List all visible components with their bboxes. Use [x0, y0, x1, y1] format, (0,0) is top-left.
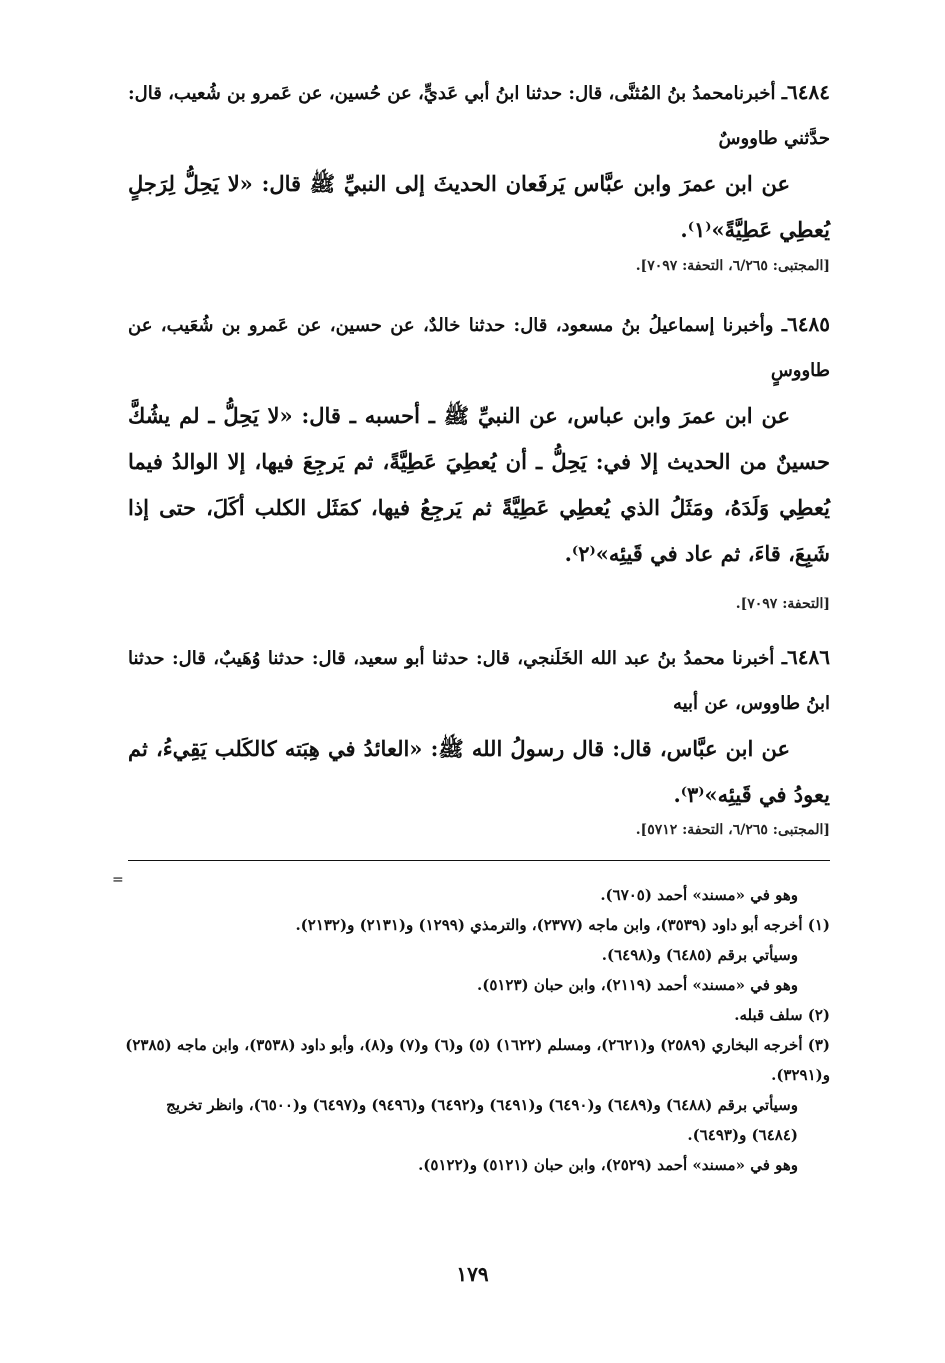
hadith-isnad — [128, 302, 830, 393]
continuation-mark: = — [112, 872, 124, 888]
footnote-line: وسيأتي برقم (٦٤٨٥) و(٦٤٩٨). — [601, 946, 798, 964]
hadith-reference: [التحفة: ٧٠٩٧]. — [735, 596, 830, 612]
footnotes — [118, 880, 830, 1180]
hadith-number: ٦٤٨٥ — [787, 312, 830, 336]
footnote-line: وهو في «مسند» أحمد (٢١١٩)، وابن حبان (٥١٢٣). — [476, 976, 798, 994]
hadith-6486 — [128, 635, 830, 818]
footnote-line: (١) أخرجه أبو داود (٣٥٣٩)، وابن ماجه (٢٣٧٧)، والترمذي (١٢٩٩) و(٢١٣١) و(٢١٣٢). — [295, 916, 830, 934]
isnad-text: ـ وأخبرنا إسماعيلُ بنُ مسعود، قال: حدثنا خالدٌ، عن حسين، عن عَمرو بن شُعَيب، عن طاووسٍ — [128, 315, 830, 381]
isnad-text: ـ أخبرنا محمدُ بنُ عبد الله الخَلَنجي، قال: حدثنا أبو سعيد، قال: حدثنا وُهَيبٌ، قال: حدثنا ابنُ طاووس، عن أبيه — [128, 648, 830, 714]
hadith-number: ٦٤٨٤ — [787, 80, 830, 104]
footnote-line: وهو في «مسند» أحمد (٦٧٠٥). — [600, 886, 798, 904]
isnad-text: ـ أخبرنامحمدُ بنُ المُثنَّى، قال: حدثنا ابنُ أبي عَديٍّ، عن حُسين، عن عَمرو بن شُعيب، قال: حدَّثني طاووسٌ — [128, 83, 830, 149]
footnote-separator — [128, 860, 830, 861]
page-number: ١٧٩ — [456, 1262, 489, 1286]
hadith-6484 — [128, 70, 830, 253]
hadith-number: ٦٤٨٦ — [787, 645, 830, 669]
hadith-isnad — [128, 70, 830, 161]
hadith-reference: [المجتبى: ٦/٢٦٥، التحفة: ٧٠٩٧]. — [635, 258, 830, 274]
hadith-matn: عن ابن عمرَ وابن عباس، عن النبيِّ ﷺ ـ أحسبه ـ قال: «لا يَحِلُّ ـ لم يشُكَّ حسينٌ من الحديث إلا في: يَحِلُّ ـ أن يُعطِيَ عَطِيَّةً، ثم يَرجِعَ فيها، إلا الوالدُ فيما يُعطِي وَلَدَهُ، ومَثَلُ الذي يُعطِي عَطِيَّةً ثم يَرجِعُ فيها، كمَثَل الكلب أكَلَ، حتى إذا شَبِعَ، قاءَ، ثم عاد في قَيئِه»⁽٢⁾. — [128, 403, 830, 566]
footnote-line: وهو في «مسند» أحمد (٢٥٢٩)، وابن حبان (٥١٢١) و(٥١٢٢). — [418, 1156, 798, 1174]
footnote-line: (٢) سلف قبله. — [734, 1006, 830, 1024]
hadith-isnad — [128, 635, 830, 726]
hadith-6485 — [128, 302, 830, 577]
hadith-matn: عن ابن عمرَ وابن عبَّاس يَرفَعان الحديثَ إلى النبيِّ ﷺ قال: «لا يَحِلُّ لِرَجلٍ يُعطِي عَطِيَّةً»⁽١⁾. — [128, 171, 830, 242]
hadith-reference: [المجتبى: ٦/٢٦٥، التحفة: ٥٧١٢]. — [635, 822, 830, 838]
footnote-line: وسيأتي برقم (٦٤٨٨) و(٦٤٨٩) و(٦٤٩٠) و(٦٤٩١) و(٦٤٩٢) و(٩٤٩٦) و(٦٤٩٧) و(٦٥٠٠)، وانظر تخريج (٦٤٨٤) و(٦٤٩٣). — [166, 1096, 798, 1144]
hadith-matn: عن ابن عبَّاس، قال: قال رسولُ الله ﷺ: «العائدُ في هِبَته كالكَلب يَقِيءُ، ثم يعودُ في قَيئِه»⁽٣⁾. — [128, 736, 830, 807]
footnote-line: (٣) أخرجه البخاري (٢٥٨٩) و(٢٦٢١)، ومسلم (١٦٢٢) (٥) و(٦) و(٧) و(٨)، وأبو داود (٣٥٣٨)، وابن ماجه (٢٣٨٥) و(٣٢٩١). — [125, 1036, 830, 1084]
